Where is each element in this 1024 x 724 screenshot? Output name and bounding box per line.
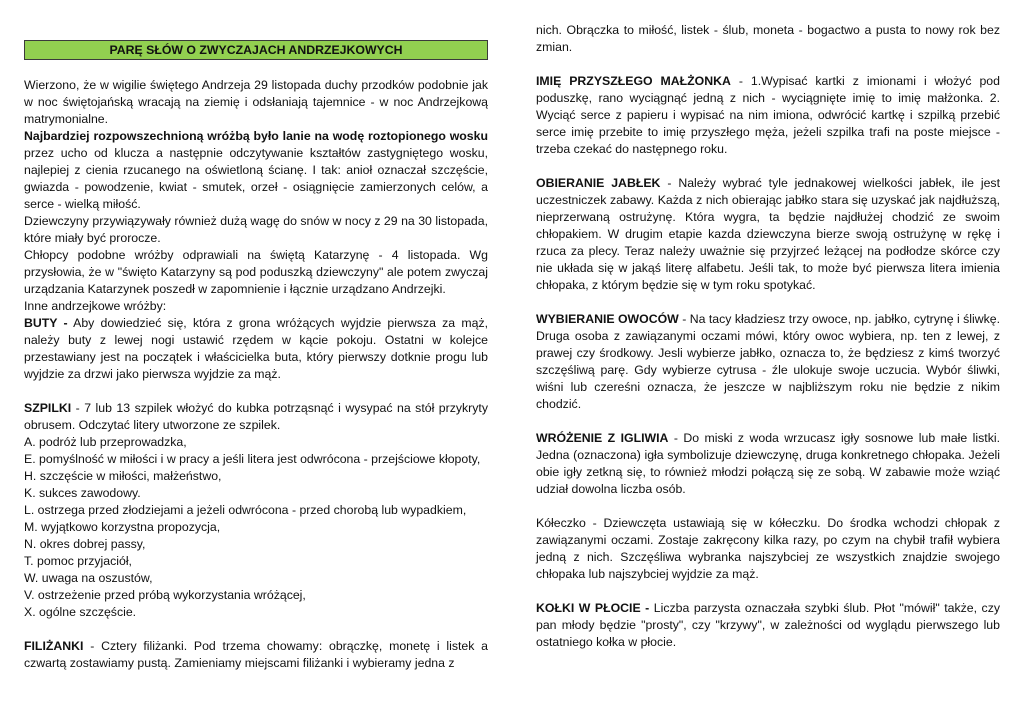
spacer	[24, 621, 488, 638]
owocow-text: - Na tacy kładziesz trzy owoce, np. jabłko, cytrynę i śliwkę. Druga osoba z zawiązanymi oczami mówi, który owoc wybiera, np. ten z lewej, z prawej czy środkowy. Jesli wybierze jabłko, oznacza to, że będziesz z kimś tworzyć szczęśliwą parę. Gdy wybierze cytrusa - źle ulokuje swoje uczucia. Wybór śliwki, wiśni lub czereśni oznacza, że jeszcze w najbliższym roku nie będzie z nikim chodzić.	[536, 312, 1000, 411]
jablek-text: - Należy wybrać tyle jednakowej wielkości jabłek, ile jest uczestniczek zabawy. Każda z nich obierając jabłko stara się uzyskać jak najdłuższą, nieprzerwaną ostrużynę. Która wygra, ta będzie najdłużej chodzić ze swoim chłopakiem. W drugim etapie kazda dziewczyna bierze swoją ostrużynę w rękę i rzuca za plecy. Teraz należy uważnie się przyjrzeć leżącej na podłodze skórce czy nie układa się w jakąś literę alfabetu. Jeśli tak, to może być pierwsza litera imienia chłopaka, z którym będzie się w tym roku spotykać.	[536, 176, 1000, 292]
igliwia-heading: WRÓŻENIE Z IGLIWIA	[536, 431, 669, 445]
owocow-heading: WYBIERANIE OWOCÓW	[536, 312, 679, 326]
wax-paragraph	[24, 128, 488, 213]
letter-item: W. uwaga na oszustów,	[24, 571, 153, 585]
filizanki-paragraph	[24, 638, 488, 672]
spacer	[24, 383, 488, 400]
page-title: PARĘ SŁÓW O ZWYCZAJACH ANDRZEJKOWYCH	[24, 40, 488, 60]
letter-item: K. sukces zawodowy.	[24, 486, 141, 500]
wax-text: przez ucho od klucza a następnie odczytywanie kształtów zastygniętego wosku, najlepiej z cienia rzucanego na oświetloną ścianę. I tak: anioł oznaczał szczęście, gwiazda - powodzenie, kwiat - smutek, orzeł - osiągnięcie zamierzonych celów, a serce - wielką miłość.	[24, 146, 488, 211]
buty-text: Aby dowiedzieć się, która z grona wróżących wyjdzie pierwsza za mąż, należy buty z lewej nogi ustawić rzędem w kącie pokoju. Ostatni w kolejce przestawiany jest na początek i właścicielka buta, który pierwszy dotknie progu lub wyjdzie za drzwi jako pierwsza wyjdzie za mąż.	[24, 316, 489, 381]
dreams-paragraph: Dziewczyny przywiązywały również dużą wagę do snów w nocy z 29 na 30 listopada, które miały być prorocze.	[24, 214, 488, 245]
owocow-paragraph	[536, 311, 1000, 413]
letter-item: E. pomyślność w miłości i w pracy a jeśli litera jest odwrócona - przejściowe kłopoty,	[24, 452, 481, 466]
imie-paragraph	[536, 73, 1000, 158]
buty-heading: BUTY -	[24, 316, 68, 330]
spacer	[536, 294, 1000, 311]
spacer	[536, 158, 1000, 175]
letter-item: N. okres dobrej passy,	[24, 537, 146, 551]
kolki-heading: KOŁKI W PŁOCIE -	[536, 601, 650, 615]
left-column	[24, 40, 488, 672]
igliwia-paragraph	[536, 430, 1000, 498]
szpilki-heading: SZPILKI	[24, 401, 72, 415]
wax-heading: Najbardziej rozpowszechnioną wróżbą było lanie na wodę roztopionego wosku	[24, 129, 488, 143]
spacer	[536, 583, 1000, 600]
boys-paragraph: Chłopcy podobne wróżby odprawiali na świętą Katarzynę - 4 listopada. Wg przysłowia, że w "święto Katarzyny są pod poduszką dziewczyny" ale potem zwyczaj urządzania Katarzynek poszedł w zapomnienie i łącznie urządzano Andrzejki.	[24, 248, 488, 296]
imie-heading: IMIĘ PRZYSZŁEGO MAŁŻONKA	[536, 74, 731, 88]
spacer	[536, 413, 1000, 430]
imie-text: - 1.Wypisać kartki z imionami i włożyć pod poduszkę, rano wyciągnąć jedną z nich - wyciągnięte imię to imię małżonka. 2. Wyciąć serce z papieru i wypisać na nim imiona, odwrócić kartkę i szpilką przebić serce imię przebite to imię przyszłego męża, jeżeli szpilka trafi na poste miejsce - trzeba czekać do następnego roku.	[536, 74, 1000, 156]
right-column	[536, 22, 1000, 651]
filizanki-heading: FILIŻANKI	[24, 639, 84, 653]
igliwia-text: - Do miski z woda wrzucasz igły sosnowe lub małe listki. Jedna (oznaczona) igła symbolizuje dziewczynę, druga konkretnego chłopaka. Jeżeli obie igły zetkną się, to również młodzi połączą się ze sobą. W zabawie może wziąć udział dowolna liczba osób.	[536, 431, 1000, 496]
letter-item: X. ogólne szczęście.	[24, 605, 137, 619]
buty-paragraph	[24, 315, 488, 383]
jablek-paragraph	[536, 175, 1000, 294]
letter-item: A. podróż lub przeprowadzka,	[24, 435, 187, 449]
letter-item: H. szczęście w miłości, małżeństwo,	[24, 469, 222, 483]
jablek-heading: OBIERANIE JABŁEK	[536, 176, 661, 190]
letter-item: M. wyjątkowo korzystna propozycja,	[24, 520, 221, 534]
kolki-text: Liczba parzysta oznaczała szybki ślub. Płot "mówił" także, czy pan młody będzie "prosty", czy "krzywy", w zależności od wyglądu pierwszego lub ostatniego kołka w płocie.	[536, 601, 1000, 649]
letter-item: L. ostrzega przed złodziejami a jeżeli odwrócona - przed chorobą lub wypadkiem,	[24, 503, 467, 517]
szpilki-paragraph	[24, 400, 488, 434]
intro-paragraph: Wierzono, że w wigilie świętego Andrzeja 29 listopada duchy przodków podobnie jak w noc świętojańską wracają na ziemię i odsłaniają tajemnice - w noc Andrzejkową matrymonialne.	[24, 78, 488, 126]
koleczko-paragraph: Kółeczko - Dziewczęta ustawiają się w kółeczku. Do środka wchodzi chłopak z zawiązanymi oczami. Zostaje zakręcony kilka razy, po czym na chybił trafił wybiera jedną z nich. Szczęśliwa wybranka najszybciej ze wszystkich znajdzie swojego chłopaka lub najszybciej wyjdzie za mąż.	[536, 516, 1000, 581]
filizanki-text: - Cztery filiżanki. Pod trzema chowamy: obrączkę, monetę i listek a czwartą zostawiamy pustą. Zamieniamy miejscami filiżanki i wybieramy jedna z	[24, 639, 488, 670]
kolki-paragraph	[536, 600, 1000, 651]
letter-item: V. ostrzeżenie przed próbą wykorzystania wróżącej,	[24, 588, 306, 602]
spacer	[536, 498, 1000, 515]
szpilki-text: - 7 lub 13 szpilek włożyć do kubka potrząsnąć i wysypać na stół przykryty obrusem. Odczytać litery utworzone ze szpilek.	[24, 401, 488, 432]
spacer	[536, 56, 1000, 73]
other-heading: Inne andrzejkowe wróżby:	[24, 299, 167, 313]
letter-item: T. pomoc przyjaciół,	[24, 554, 132, 568]
filizanki-continuation: nich. Obrączka to miłość, listek - ślub, moneta - bogactwo a pusta to nowy rok bez zmian.	[536, 23, 1000, 54]
